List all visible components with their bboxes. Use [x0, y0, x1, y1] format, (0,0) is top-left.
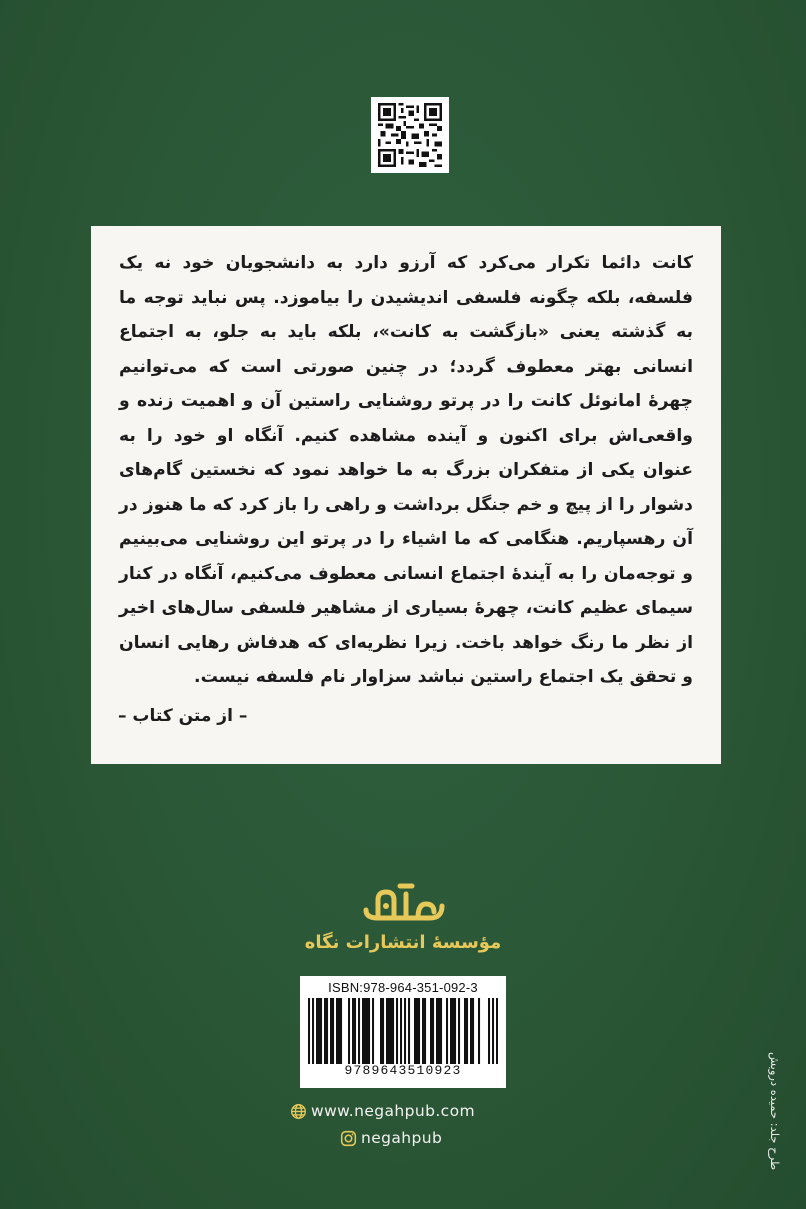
barcode-bar — [430, 998, 432, 1064]
globe-icon — [290, 1103, 307, 1120]
barcode-bar — [392, 998, 394, 1064]
barcode-bar — [414, 998, 416, 1064]
barcode-bar — [418, 998, 420, 1064]
barcode-bar — [312, 998, 314, 1064]
barcode-bar — [432, 998, 434, 1064]
website-url: www.negahpub.com — [311, 1102, 475, 1120]
barcode-bar — [400, 998, 402, 1064]
barcode-bar — [330, 998, 332, 1064]
barcode-bar — [488, 998, 490, 1064]
barcode-bar — [408, 998, 410, 1064]
barcode-bar — [348, 998, 350, 1064]
website-link[interactable] — [290, 1102, 475, 1120]
barcode-bar — [422, 998, 424, 1064]
cover-design-credit: طرح جلد: حمیده درویش — [768, 1051, 782, 1170]
barcode-bar — [318, 998, 320, 1064]
barcode-bar — [424, 998, 426, 1064]
barcode-bar — [388, 998, 390, 1064]
source-attribution: – از متن کتاب – — [118, 706, 248, 726]
barcode-bar — [466, 998, 468, 1064]
barcode-bar — [478, 998, 480, 1064]
barcode-bar — [308, 998, 310, 1064]
barcode-bar — [358, 998, 360, 1064]
barcode-bar — [470, 998, 472, 1064]
barcode-bar — [320, 998, 322, 1064]
barcode-bar — [464, 998, 466, 1064]
barcode-bar — [492, 998, 494, 1064]
barcode-bar — [404, 998, 406, 1064]
barcode-bar — [354, 998, 356, 1064]
barcode-bar — [316, 998, 318, 1064]
qr-code-icon — [377, 103, 443, 167]
barcode-bar — [458, 998, 460, 1064]
publisher-logo — [356, 880, 452, 926]
barcode-bar — [446, 998, 448, 1064]
negah-logo-icon — [356, 880, 452, 926]
instagram-link[interactable] — [340, 1129, 442, 1147]
barcode-bar — [324, 998, 326, 1064]
qr-code[interactable] — [371, 97, 449, 173]
barcode-bar — [440, 998, 442, 1064]
barcode-bar — [326, 998, 328, 1064]
barcode-bar — [472, 998, 474, 1064]
barcode-bar — [452, 998, 454, 1064]
barcode-bar — [362, 998, 364, 1064]
publisher-name: مؤسسهٔ انتشارات نگاه — [304, 932, 502, 953]
barcode-bar — [368, 998, 370, 1064]
instagram-icon — [340, 1130, 357, 1147]
back-cover-paragraph: کانت دائما تکرار می‌کرد که آرزو دارد به دانشجویان خود نه یک فلسفه، بلکه چگونه فلسفی اندیشیدن را بیاموزد. پس نباید توجه ما به گذشته یعنی «بازگشت به کانت»، بلکه باید به جلو، به اجتماع انسانی بهتر معطوف گردد؛ در چنین صورتی است که می‌توانیم چهرهٔ امانوئل کانت را در پرتو روشنایی راستین آن و اهمیت زنده و واقعی‌اش برای اکنون و آینده مشاهده کنیم. آنگاه او خود را به عنوان یکی از متفکران بزرگ به ما خواهد نمود که نخستین گام‌های دشوار را از پیچ و خم جنگل برداشت و راهی را باز کرد که ما هنوز در آن رهسپاریم. هنگامی که ما اشیاء را در پرتو این روشنایی می‌بینیم و توجه‌مان را به آیندهٔ اجتماع انسانی معطوف می‌کنیم، آنگاه در کنار سیمای عظیم کانت، چهرهٔ بسیاری از مشاهیر فلسفی سال‌های اخیر از نظر ما رنگ خواهد باخت. زیرا نظریه‌ای که هدفاش رهایی انسان و تحقق یک اجتماع راستین نباشد سزاوار نام فلسفه نیست. — [119, 253, 693, 687]
barcode-bar — [366, 998, 368, 1064]
barcode-bar — [454, 998, 456, 1064]
barcode-bar — [340, 998, 342, 1064]
barcode-bar — [372, 998, 374, 1064]
barcode-bar — [336, 998, 338, 1064]
isbn-number: ISBN:978-964-351-092-3 — [328, 980, 478, 995]
ean-digits: 9789643510923 — [344, 1063, 462, 1078]
barcode-bar — [380, 998, 382, 1064]
barcode-bar — [352, 998, 354, 1064]
isbn-barcode — [300, 976, 506, 1088]
barcode-bar — [450, 998, 452, 1064]
barcode-bars — [308, 998, 498, 1064]
barcode-bar — [496, 998, 498, 1064]
barcode-bar — [396, 998, 398, 1064]
barcode-bar — [416, 998, 418, 1064]
barcode-bar — [386, 998, 388, 1064]
barcode-bar — [436, 998, 438, 1064]
barcode-bar — [390, 998, 392, 1064]
back-cover-text-panel — [91, 226, 721, 764]
barcode-bar — [332, 998, 334, 1064]
barcode-bar — [364, 998, 366, 1064]
barcode-bar — [338, 998, 340, 1064]
barcode-bar — [438, 998, 440, 1064]
barcode-bar — [382, 998, 384, 1064]
instagram-handle: negahpub — [361, 1129, 443, 1147]
